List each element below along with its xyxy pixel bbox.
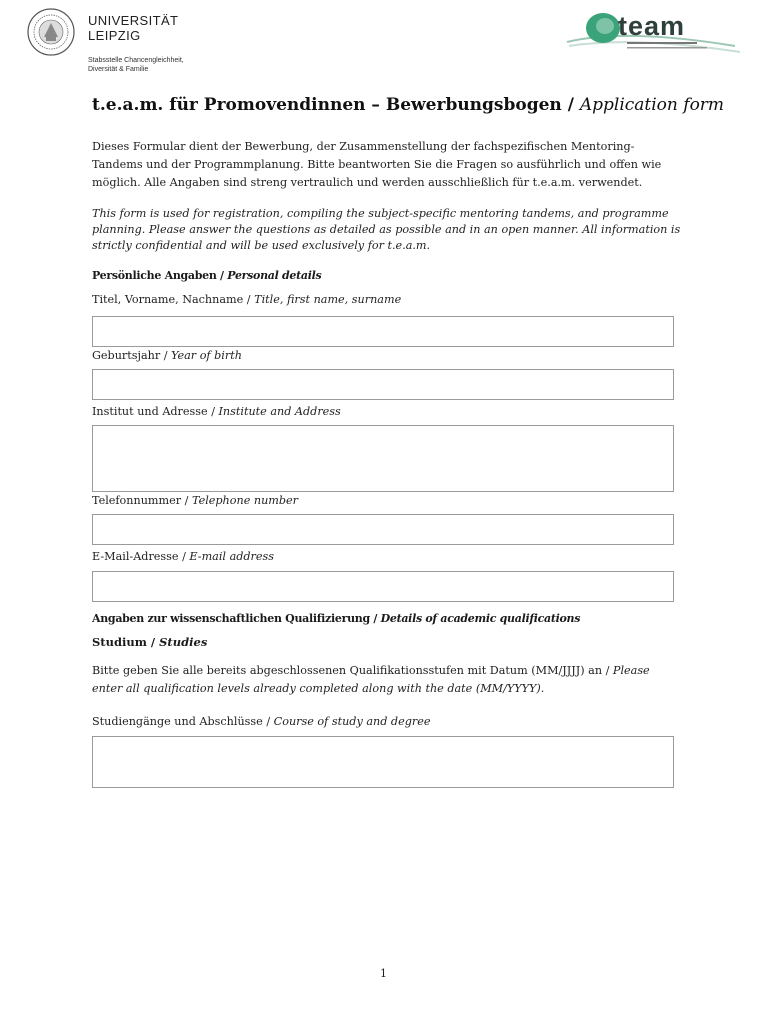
section-personal-heading (92, 269, 321, 282)
name-label-en: Title, first name, surname (254, 293, 402, 306)
course-label-en: Course of study and degree (273, 715, 431, 728)
page-number: 1 (380, 967, 387, 980)
name-label (92, 293, 401, 306)
university-name (88, 13, 178, 43)
page-title-de: t.e.a.m. für Promovendinnen – Bewerbungsbogen / (92, 95, 580, 115)
page-title-en: Application form (579, 95, 725, 115)
team-logo-text: team (618, 11, 686, 41)
institute-label-de: Institut und Adresse / (92, 405, 219, 418)
qualification-instruction-en: Please enter all qualification levels already completed along with the date (MM/YYYY). (92, 664, 650, 695)
birth-year-label-de: Geburtsjahr / (92, 349, 172, 362)
phone-label-en: Telephone number (191, 494, 299, 507)
page-title (92, 95, 724, 115)
office-name (88, 57, 184, 74)
intro-en: This form is used for registration, compiling the subject-specific mentoring tandems, and programme planning. Please answer the questions as detailed as possible and in an open manner. All information is strictly confidential and will be used exclusively for t.e.a.m. (92, 207, 681, 252)
name-label-de: Titel, Vorname, Nachname / (92, 293, 255, 306)
section-academic-heading (92, 612, 580, 625)
section-personal-heading-en: Personal details (227, 269, 322, 282)
university-name-line1: UNIVERSITÄT (88, 13, 179, 28)
office-name-line1: Stabsstelle Chancengleichheit, (88, 57, 184, 64)
phone-label (92, 494, 298, 507)
qualification-instruction-de: Bitte geben Sie alle bereits abgeschlossenen Qualifikationsstufen mit Datum (MM/JJJJ) an / (92, 664, 613, 677)
phone-label-de: Telefonnummer / (92, 494, 192, 507)
email-field[interactable] (92, 571, 674, 602)
name-field[interactable] (92, 316, 674, 347)
studies-heading-de: Studium / (92, 635, 160, 649)
birth-year-label (92, 349, 242, 362)
section-academic-heading-de: Angaben zur wissenschaftlichen Qualifizierung / (92, 612, 381, 625)
phone-field[interactable] (92, 514, 674, 545)
email-label-en: E-mail address (189, 550, 275, 563)
institute-address-field[interactable] (92, 425, 674, 492)
birth-year-label-en: Year of birth (171, 349, 242, 362)
institute-label (92, 405, 341, 418)
institute-label-en: Institute and Address (218, 405, 341, 418)
university-seal-icon (26, 7, 76, 57)
email-label (92, 550, 274, 563)
course-label-de: Studiengänge und Abschlüsse / (92, 715, 274, 728)
studies-heading-en: Studies (159, 635, 208, 649)
university-name-line2: LEIPZIG (88, 28, 141, 43)
course-label (92, 715, 430, 728)
birth-year-field[interactable] (92, 369, 674, 400)
email-label-de: E-Mail-Adresse / (92, 550, 190, 563)
studies-heading (92, 635, 207, 649)
section-personal-heading-de: Persönliche Angaben / (92, 269, 228, 282)
course-degree-field[interactable] (92, 736, 674, 788)
intro-de: Dieses Formular dient der Bewerbung, der Zusammenstellung der fachspezifischen Mentoring-Tandems und der Programmplanung. Bitte beantworten Sie die Fragen so ausführlich und offen wie möglich. Alle Angaben sind streng vertraulich und werden ausschließlich für t.e.a.m. verwendet. (92, 140, 662, 189)
office-name-line2: Diversität & Familie (88, 65, 149, 73)
qualification-instruction (92, 662, 682, 698)
section-academic-heading-en: Details of academic qualifications (380, 612, 581, 625)
